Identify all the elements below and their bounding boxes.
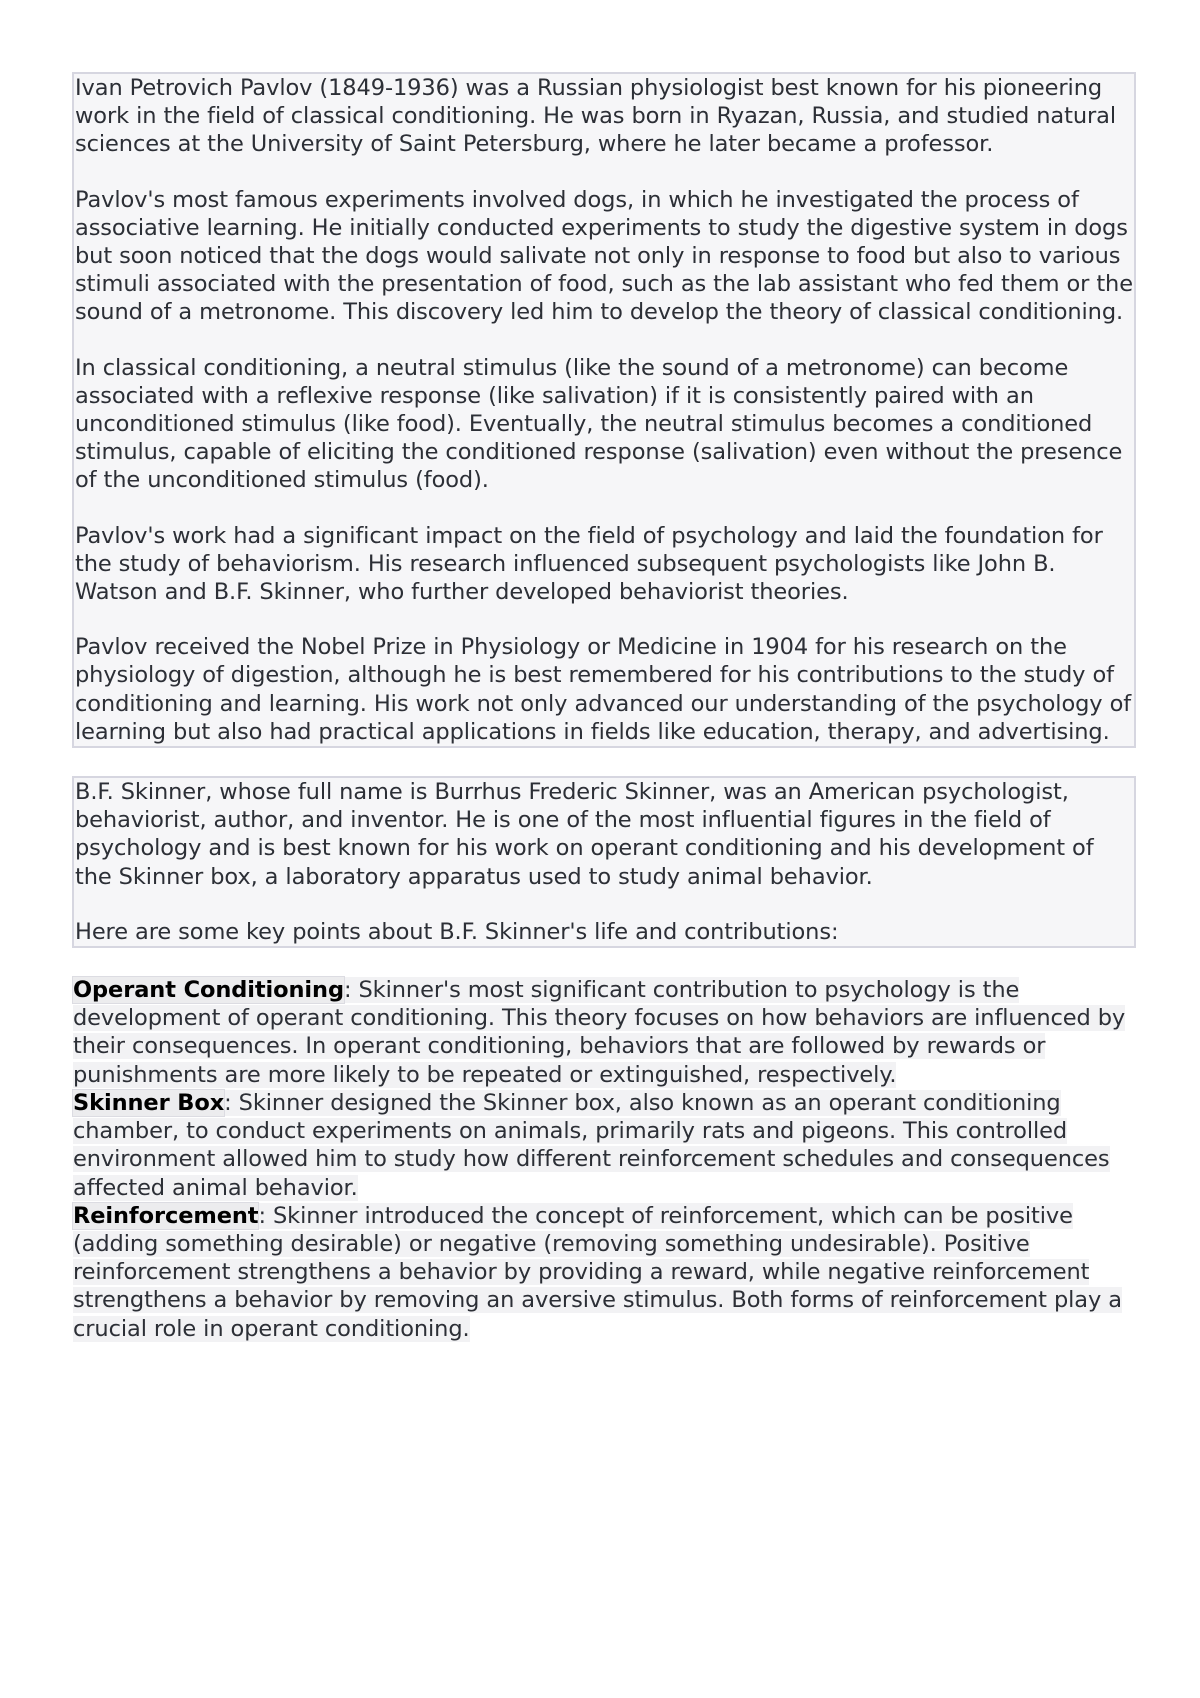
key-point-text: : Skinner's most significant contribution to psychology is the development of operant conditioning. This theory focuses on how behaviors are influenced by their consequences. In operant conditioning, behaviors that are followed by rewards or punishments are more likely to be repeated or extinguished, respectively.	[73, 977, 1126, 1088]
pavlov-paragraph-4: Pavlov's work had a significant impact on the field of psychology and laid the foundation for the study of behaviorism. His research influenced subsequent psychologists like John B. Watson and B.F. Skinner, who further developed behaviorist theories.	[75, 522, 1103, 606]
pavlov-paragraph-5: Pavlov received the Nobel Prize in Physiology or Medicine in 1904 for his research on the physiology of digestion, although he is best remembered for his contributions to the study of conditioning and learning. His work not only advanced our understanding of the psychology of learning but also had practical applications in fields like education, therapy, and advertising.	[75, 634, 1132, 745]
key-point-term-skinner-box: Skinner Box	[73, 1089, 225, 1116]
skinner-section	[72, 776, 1136, 948]
pavlov-paragraph-3: In classical conditioning, a neutral stimulus (like the sound of a metronome) can become associated with a reflexive response (like salivation) if it is consistently paired with an unconditioned stimulus (like food). Eventually, the neutral stimulus becomes a conditioned stimulus, capable of eliciting the conditioned response (salivation) even without the presence of the unconditioned stimulus (food).	[75, 354, 1123, 494]
list-item	[73, 976, 1136, 1089]
key-point-text: : Skinner introduced the concept of reinforcement, which can be positive (adding something desirable) or negative (removing something undesirable). Positive reinforcement strengthens a behavior by providing a reward, while negative reinforcement strengthens a behavior by removing an aversive stimulus. Both forms of reinforcement play a crucial role in operant conditioning.	[73, 1202, 1122, 1342]
list-item	[73, 1202, 1136, 1343]
list-item	[73, 1089, 1136, 1202]
key-point-term-operant-conditioning: Operant Conditioning	[73, 977, 344, 1004]
pavlov-paragraph-2: Pavlov's most famous experiments involved dogs, in which he investigated the process of associative learning. He initially conducted experiments to study the digestive system in dogs but soon noticed that the dogs would salivate not only in response to food but also to various stimuli associated with the presentation of food, such as the lab assistant who fed them or the sound of a metronome. This discovery led him to develop the theory of classical conditioning.	[75, 186, 1133, 326]
key-points-list	[72, 976, 1136, 1343]
key-point-term-reinforcement: Reinforcement	[73, 1202, 259, 1229]
pavlov-section	[72, 72, 1136, 748]
document-page	[72, 72, 1136, 1343]
skinner-paragraph-1: B.F. Skinner, whose full name is Burrhus Frederic Skinner, was an American psychologist, behaviorist, author, and inventor. He is one of the most influential figures in the field of psychology and is best known for his work on operant conditioning and his development of the Skinner box, a laboratory apparatus used to study animal behavior.	[75, 779, 1094, 890]
pavlov-paragraph-1: Ivan Petrovich Pavlov (1849-1936) was a Russian physiologist best known for his pioneering work in the field of classical conditioning. He was born in Ryazan, Russia, and studied natural sciences at the University of Saint Petersburg, where he later became a professor.	[75, 75, 1116, 158]
key-point-text: : Skinner designed the Skinner box, also known as an operant conditioning chamber, to conduct experiments on animals, primarily rats and pigeons. This controlled environment allowed him to study how different reinforcement schedules and consequences affected animal behavior.	[73, 1089, 1110, 1201]
skinner-paragraph-2: Here are some key points about B.F. Skinner's life and contributions:	[75, 918, 839, 945]
